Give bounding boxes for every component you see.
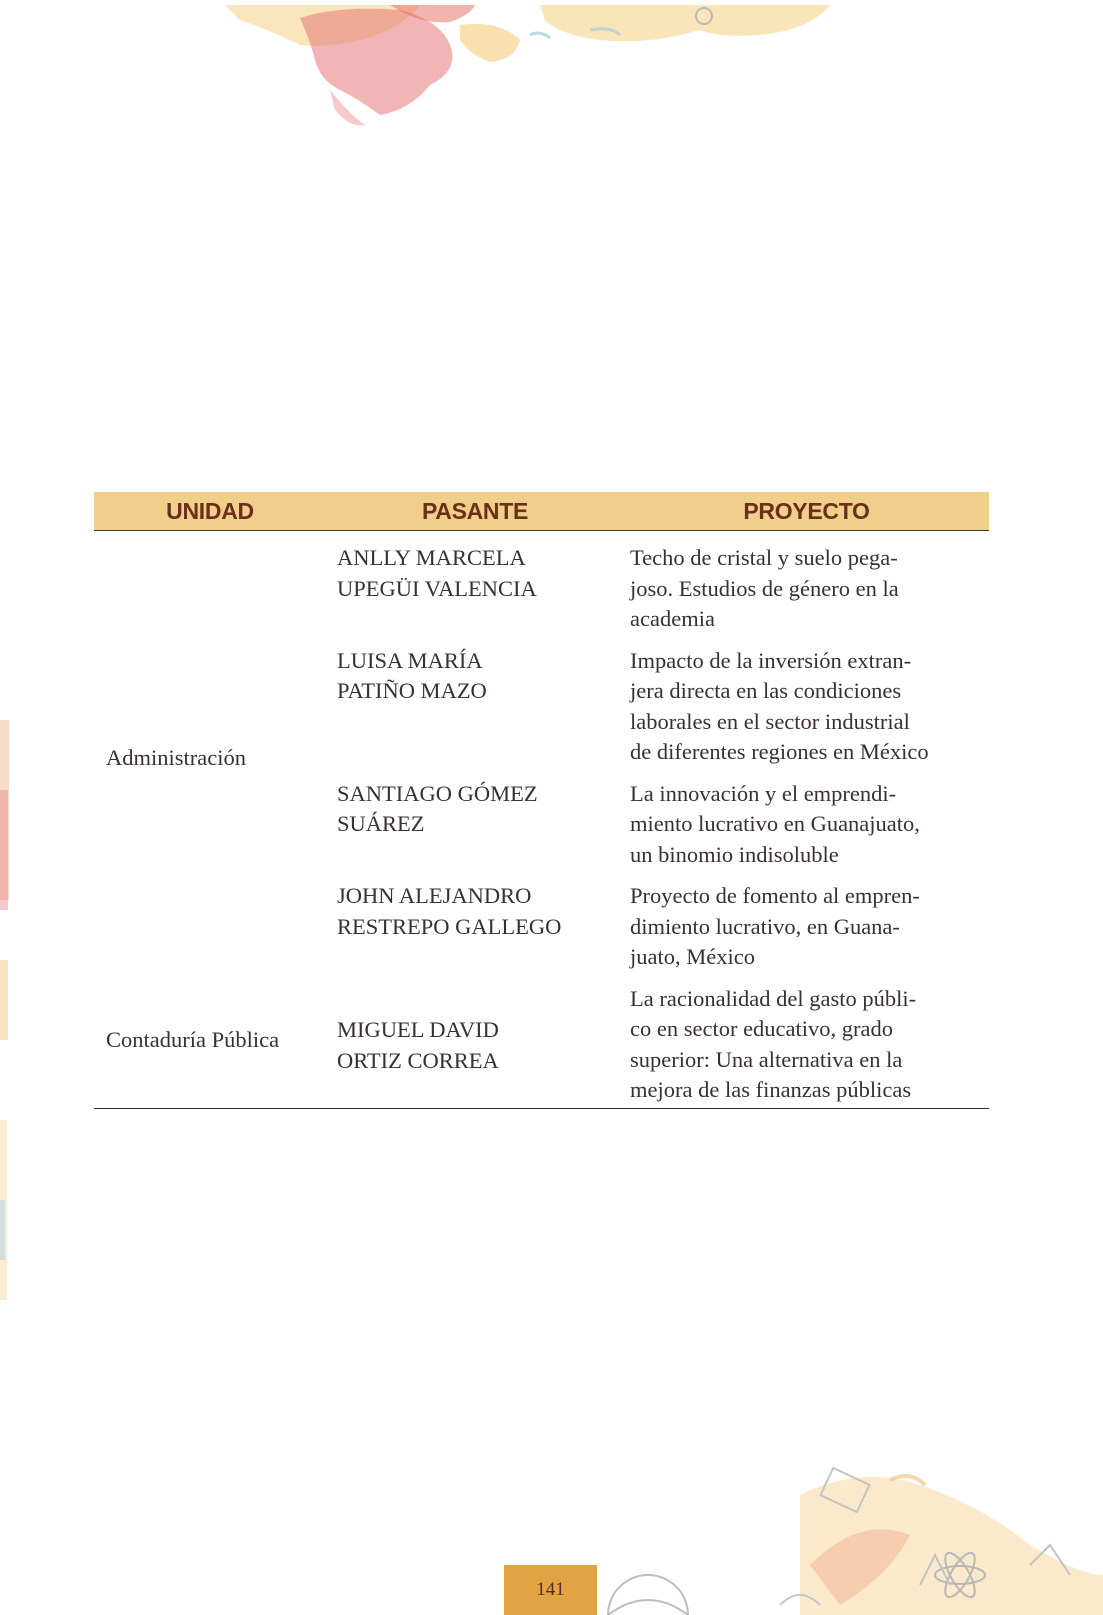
pasante-line: RESTREPO GALLEGO <box>337 913 562 939</box>
proyecto-line: mejora de las finanzas públicas <box>630 1077 912 1102</box>
pasante-line: JOHN ALEJANDRO <box>337 883 532 908</box>
decorative-watercolor-left <box>0 700 20 1320</box>
proyecto-line: juato, México <box>630 944 755 969</box>
proyecto-cell <box>624 870 989 973</box>
pasante-line: UPEGÜI VALENCIA <box>337 575 537 601</box>
proyecto-cell <box>624 973 989 1109</box>
proyecto-line: superior: Una alternativa en la <box>630 1046 903 1072</box>
proyecto-line: Proyecto de fomento al empren- <box>630 883 920 908</box>
proyecto-line: joso. Estudios de género en la <box>630 575 899 601</box>
pasante-line: PATIÑO MAZO <box>337 678 487 703</box>
pasante-cell <box>326 973 624 1109</box>
pasante-line: LUISA MARÍA <box>337 647 483 673</box>
pasante-line: SUÁREZ <box>337 811 425 836</box>
decorative-doodles-bottom <box>560 1455 1103 1615</box>
proyecto-cell <box>624 531 989 635</box>
proyecto-line: Impacto de la inversión extran- <box>630 647 912 673</box>
projects-table-container <box>94 492 989 1109</box>
proyecto-line: La racionalidad del gasto públi- <box>630 985 917 1011</box>
column-header-proyecto: PROYECTO <box>624 492 989 531</box>
pasante-cell <box>326 768 624 871</box>
proyecto-line: jera directa en las condiciones <box>630 678 902 703</box>
pasante-line: ANLLY MARCELA <box>337 545 526 570</box>
proyecto-line: laborales en el sector industrial <box>630 708 910 734</box>
proyecto-cell <box>624 768 989 871</box>
page-number: 141 <box>504 1565 597 1615</box>
decorative-watercolor-top <box>0 0 1103 140</box>
proyecto-line: dimiento lucrativo, en Guana- <box>630 913 900 939</box>
pasante-line: ORTIZ CORREA <box>337 1047 499 1073</box>
unit-cell-administracion: Administración <box>106 744 246 770</box>
proyecto-line: academia <box>630 606 715 631</box>
unit-cell-contaduria-publica: Contaduría Pública <box>94 973 326 1109</box>
proyecto-line: miento lucrativo en Guanajuato, <box>630 811 920 836</box>
proyecto-cell <box>624 635 989 768</box>
column-header-unidad: UNIDAD <box>94 492 326 531</box>
pasante-cell <box>326 635 624 768</box>
pasante-line: SANTIAGO GÓMEZ <box>337 780 538 806</box>
proyecto-line: La innovación y el emprendi- <box>630 780 897 806</box>
pasante-cell <box>326 531 624 635</box>
proyecto-line: Techo de cristal y suelo pega- <box>630 545 898 570</box>
table-header-row <box>94 492 989 531</box>
pasante-line: MIGUEL DAVID <box>337 1017 499 1042</box>
column-header-pasante: PASANTE <box>326 492 624 531</box>
pasante-cell <box>326 870 624 973</box>
projects-table <box>94 492 989 1109</box>
proyecto-line: un binomio indisoluble <box>630 841 839 867</box>
table-row <box>94 973 989 1109</box>
table-row <box>94 531 989 635</box>
proyecto-line: de diferentes regiones en México <box>630 739 929 764</box>
proyecto-line: co en sector educativo, grado <box>630 1016 894 1041</box>
